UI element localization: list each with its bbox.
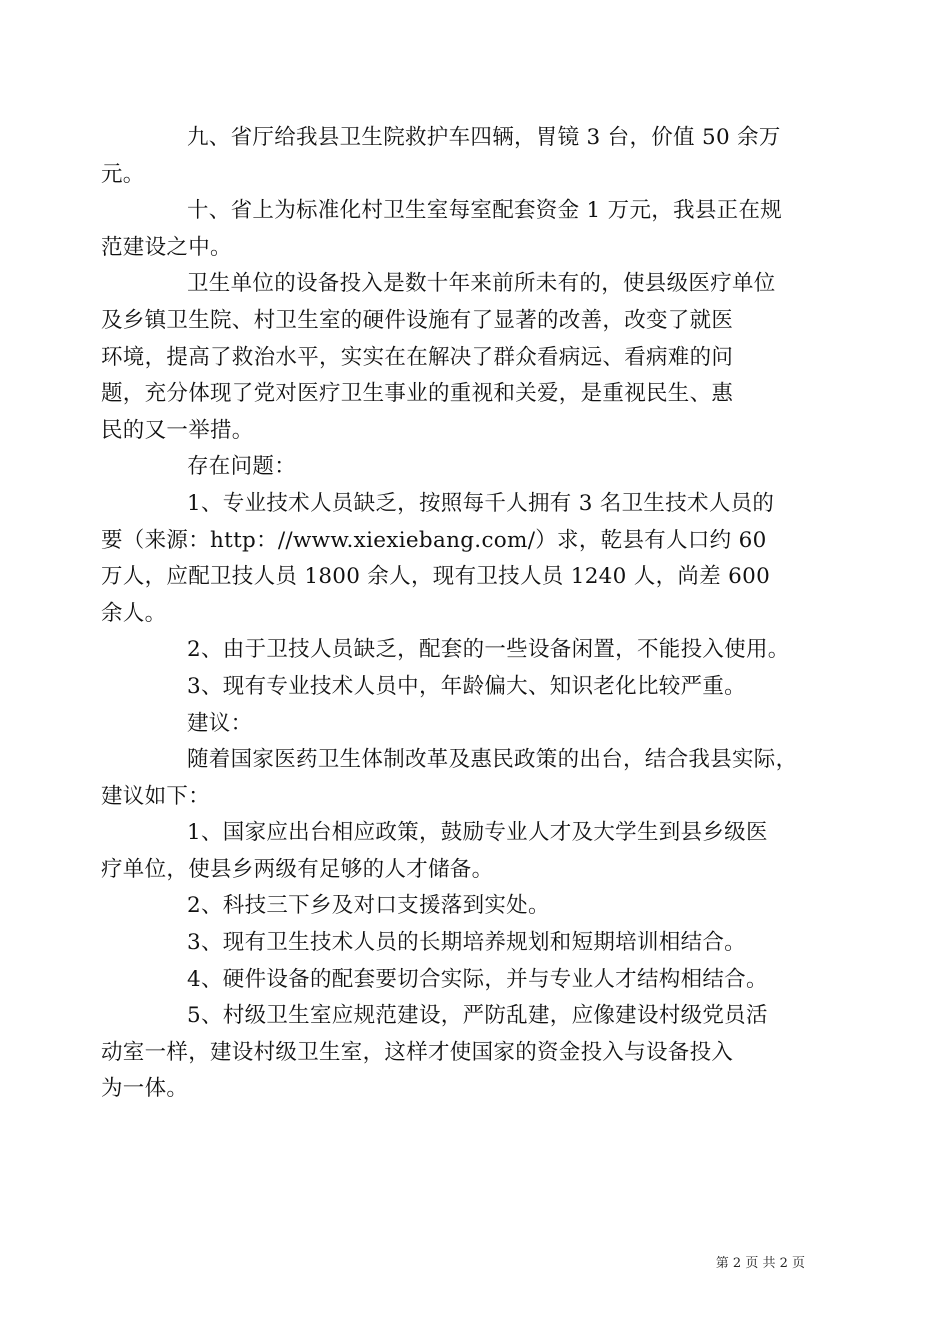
text-line: 1、国家应出台相应政策，鼓励专业人才及大学生到县乡级医 (187, 820, 768, 846)
text-line: 3、现有卫生技术人员的长期培养规划和短期培训相结合。 (187, 930, 746, 956)
text-line: 3、现有专业技术人员中，年龄偏大、知识老化比较严重。 (187, 673, 746, 699)
document-body (101, 120, 824, 1108)
text-line: 随着国家医药卫生体制改革及惠民政策的出台，结合我县实际， (187, 747, 798, 773)
paragraph (101, 742, 824, 815)
text-line: 十、省上为标准化村卫生室每室配套资金 1 万元，我县正在规 (187, 198, 783, 224)
text-line: 建议： (187, 710, 253, 736)
text-line: 1、专业技术人员缺乏，按照每千人拥有 3 名卫生技术人员的 (187, 490, 775, 516)
text-line: 动室一样，建设村级卫生室，这样才使国家的资金投入与设备投入 (101, 1039, 734, 1065)
text-line: 民的又一举措。 (101, 417, 254, 443)
text-line: 要（来源：http：//www.xiexiebang.com/）求，乾县有人口约 60 (101, 527, 767, 553)
section-heading (144, 706, 824, 743)
text-line: 环境，提高了救治水平，实实在在解决了群众看病远、看病难的问 (101, 344, 734, 370)
paragraph (144, 925, 824, 962)
text-line: 疗单位，使县乡两级有足够的人才储备。 (101, 856, 494, 882)
text-line: 余人。 (101, 600, 167, 626)
text-line: 为一体。 (101, 1076, 189, 1102)
text-line: 万人，应配卫技人员 1800 余人，现有卫技人员 1240 人，尚差 600 (101, 564, 771, 590)
paragraph (144, 669, 824, 706)
text-line: 九、省厅给我县卫生院救护车四辆，胃镜 3 台，价值 50 余万 (187, 125, 781, 150)
paragraph (144, 962, 824, 999)
text-line: 卫生单位的设备投入是数十年来前所未有的，使县级医疗单位 (187, 271, 776, 297)
text-line: 范建设之中。 (101, 234, 232, 260)
text-line: 题，充分体现了党对医疗卫生事业的重视和关爱，是重视民生、惠 (101, 381, 734, 407)
text-line: 4、硬件设备的配套要切合实际，并与专业人才结构相结合。 (187, 966, 768, 992)
text-line: 5、村级卫生室应规范建设，严防乱建，应像建设村级党员活 (187, 1003, 768, 1029)
text-line: 及乡镇卫生院、村卫生室的硬件设施有了显著的改善，改变了就医 (101, 307, 734, 333)
paragraph (101, 998, 824, 1108)
paragraph (144, 632, 824, 669)
paragraph (101, 120, 824, 193)
text-line: 元。 (101, 161, 145, 187)
text-line: 建议如下： (101, 783, 211, 809)
paragraph (101, 486, 824, 632)
text-line: 2、由于卫技人员缺乏，配套的一些设备闲置，不能投入使用。 (187, 637, 790, 663)
paragraph (144, 888, 824, 925)
text-line: 存在问题： (187, 454, 297, 480)
page-number-footer: 第 2 页 共 2 页 (715, 1256, 805, 1271)
text-line: 2、科技三下乡及对口支援落到实处。 (187, 893, 550, 919)
paragraph (101, 266, 824, 449)
section-heading (144, 449, 824, 486)
paragraph (101, 193, 824, 266)
paragraph (101, 815, 824, 888)
